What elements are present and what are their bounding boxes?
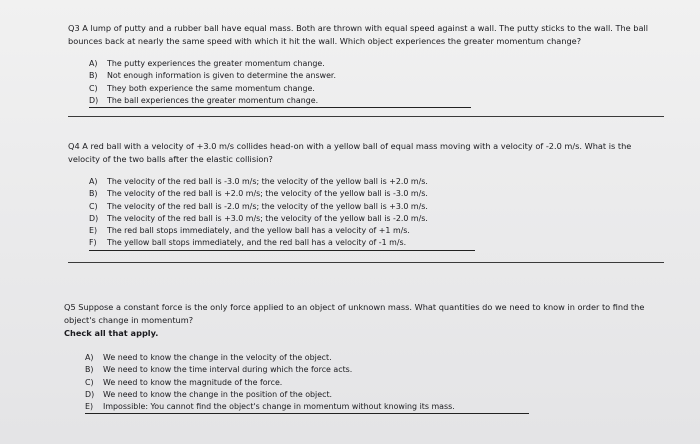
option-letter: B) — [89, 189, 98, 199]
option-c[interactable] — [89, 83, 471, 95]
option-c[interactable] — [85, 377, 529, 389]
option-a[interactable] — [89, 176, 475, 188]
option-text: Not enough information is given to determine the answer. — [107, 71, 336, 81]
option-letter: F) — [89, 238, 97, 248]
option-text: The velocity of the red ball is +2.0 m/s; the velocity of the yellow ball is -3.0 m/s. — [107, 189, 428, 199]
option-letter: A) — [89, 177, 98, 186]
question-5-instruction: Check all that apply. — [64, 328, 159, 338]
option-f[interactable] — [89, 237, 475, 250]
question-4-options — [89, 176, 475, 251]
option-b[interactable] — [89, 70, 471, 82]
option-d[interactable] — [89, 95, 471, 108]
option-c[interactable] — [89, 201, 475, 213]
option-letter: C) — [85, 377, 94, 387]
option-text: They both experience the same momentum change. — [107, 83, 315, 93]
question-3-options — [89, 58, 471, 108]
option-letter: C) — [89, 201, 98, 211]
option-b[interactable] — [89, 188, 475, 200]
option-letter: A) — [89, 59, 98, 68]
option-b[interactable] — [85, 364, 529, 376]
option-text: We need to know the change in the position of the object. — [103, 389, 333, 399]
section-divider — [68, 262, 664, 263]
option-a[interactable] — [89, 58, 471, 70]
question-4 — [68, 140, 664, 251]
option-text: The yellow ball stops immediately, and the red ball has a velocity of -1 m/s. — [107, 238, 407, 248]
option-e[interactable] — [85, 401, 529, 414]
option-letter: D) — [89, 213, 99, 223]
option-d[interactable] — [89, 213, 475, 225]
option-letter: B) — [85, 365, 94, 375]
question-3-text: Q3 A lump of putty and a rubber ball have equal mass. Both are thrown with equal speed against a wall. The putty sticks to the wall. The ball bounces back at nearly the same speed with which it hit the wall. Which object experiences the greater momentum change? — [68, 23, 649, 46]
option-text: We need to know the time interval during which the force acts. — [103, 365, 353, 375]
option-letter: C) — [89, 83, 98, 93]
option-letter: E) — [85, 402, 94, 412]
section-divider — [68, 116, 664, 117]
question-4-text: Q4 A red ball with a velocity of +3.0 m/s collides head-on with a yellow ball of equal mass moving with a velocity of -2.0 m/s. What is the velocity of the two balls after the elastic collision? — [68, 141, 632, 164]
option-text: The red ball stops immediately, and the yellow ball has a velocity of +1 m/s. — [107, 226, 410, 236]
option-letter: D) — [85, 389, 95, 399]
option-text: The velocity of the red ball is -2.0 m/s; the velocity of the yellow ball is +3.0 m/s. — [107, 201, 428, 211]
option-text: The ball experiences the greater momentum change. — [107, 95, 319, 105]
option-d[interactable] — [85, 389, 529, 401]
question-3 — [68, 22, 660, 108]
option-a[interactable] — [85, 352, 529, 364]
option-letter: B) — [89, 71, 98, 81]
option-text: The velocity of the red ball is -3.0 m/s; the velocity of the yellow ball is +2.0 m/s. — [107, 177, 428, 186]
option-text: The velocity of the red ball is +3.0 m/s; the velocity of the yellow ball is -2.0 m/s. — [107, 213, 428, 223]
option-letter: E) — [89, 226, 98, 236]
option-letter: D) — [89, 95, 99, 105]
question-5-text: Q5 Suppose a constant force is the only force applied to an object of unknown mass. What quantities do we need to know in order to find the object's change in momentum? — [64, 302, 645, 325]
question-5 — [64, 301, 664, 414]
option-text: We need to know the magnitude of the force. — [103, 377, 283, 387]
option-e[interactable] — [89, 225, 475, 237]
option-text: Impossible: You cannot find the object's change in momentum without knowing its mass. — [103, 402, 455, 412]
option-text: The putty experiences the greater momentum change. — [107, 59, 325, 68]
question-5-options — [85, 352, 529, 414]
option-letter: A) — [85, 353, 94, 362]
option-text: We need to know the change in the velocity of the object. — [103, 353, 332, 362]
